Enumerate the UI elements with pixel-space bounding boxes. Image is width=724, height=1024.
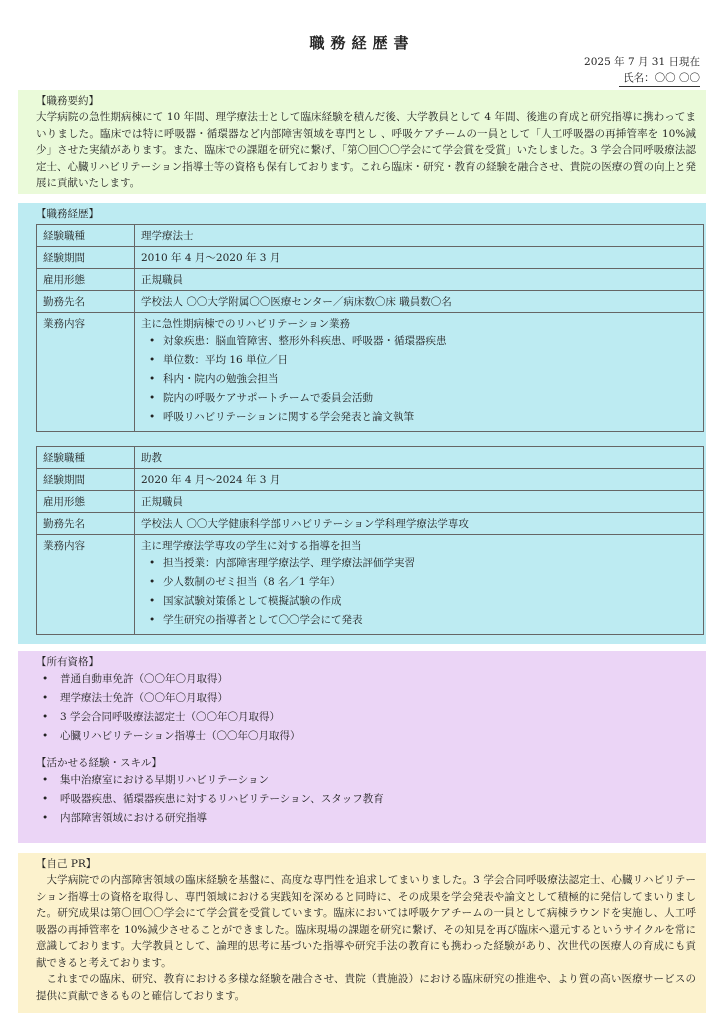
list-item: • 内部障害領域における研究指導: [36, 809, 696, 828]
label-employment: 雇用形態: [37, 269, 135, 291]
label-employer: 勤務先名: [37, 291, 135, 313]
duties-list: [141, 554, 697, 630]
career-section: [18, 203, 706, 644]
skills-heading: 【活かせる経験・スキル】: [36, 757, 162, 769]
label-period: 経験期間: [37, 247, 135, 269]
list-item: • 国家試験対策係として模擬試験の作成: [141, 592, 697, 611]
list-item: • 3 学会合同呼吸療法認定士（〇〇年〇月取得）: [36, 708, 696, 727]
job-employer: 学校法人 〇〇大学健康科学部リハビリテーション学科理学療法学専攻: [135, 513, 704, 535]
list-item: • 学生研究の指導者として〇〇学会にて発表: [141, 611, 697, 630]
bullet-icon: •: [42, 774, 49, 786]
list-item: • 少人数制のゼミ担当（8 名／1 学年）: [141, 573, 697, 592]
bullet-icon: •: [149, 392, 156, 404]
job-period: 2010 年 4 月〜2020 年 3 月: [135, 247, 704, 269]
self-pr-paragraph-2: これまでの臨床、研究、教育における多様な経験を融合させ、貴院（貴施設）における臨床研究の推進や、より質の高い医療サービスの提供に貢献できるものと確信しております。: [36, 973, 696, 1002]
list-item: • 理学療法士免許（〇〇年〇月取得）: [36, 689, 696, 708]
bullet-icon: •: [42, 673, 49, 685]
document-title: 職務経歴書: [309, 34, 415, 52]
qualifications-heading: 【所有資格】: [36, 656, 99, 668]
label-duties: 業務内容: [37, 535, 135, 635]
bullet-icon: •: [42, 711, 49, 723]
bullet-icon: •: [42, 692, 49, 704]
bullet-icon: •: [149, 335, 156, 347]
label-type: 経験職種: [37, 225, 135, 247]
job-duties: [135, 535, 704, 635]
list-item: • 集中治療室における早期リハビリテーション: [36, 771, 696, 790]
summary-heading: 【職務要約】: [36, 95, 99, 107]
bullet-icon: •: [42, 812, 49, 824]
bullet-icon: •: [149, 354, 156, 366]
label-type: 経験職種: [37, 447, 135, 469]
job-table-2: [36, 446, 704, 635]
self-pr-paragraph-1: 大学病院での内部障害領域の臨床経験を基盤に、高度な専門性を追求してまいりました。3 学会合同呼吸療法認定士、心臓リハビリテーション指導士の資格を取得し、専門領域における実践知を深めると同時に、その成果を学会発表や論文として積極的に発信してまいりました。研究成果は第〇回〇〇学会にて学会賞を受賞しています。臨床においては呼吸ケアチームの一員として病棟ラウンドを実施し、人工呼吸器の再挿管率を 10%減少させることができました。臨床現場の課題を研究に繋げ、その知見を再び臨床へ還元するというサイクルを常に意識しております。大学教員として、論理的思考に基づいた指導や研究手法の教育にも携わった経験があり、次世代の医療人の育成にも貢献できると考えております。: [36, 874, 696, 969]
job-duties: [135, 313, 704, 432]
list-item: • 呼吸器疾患、循環器疾患に対するリハビリテーション、スタッフ教育: [36, 790, 696, 809]
bullet-icon: •: [149, 557, 156, 569]
document-date: 2025 年 7 月 31 日現在: [584, 56, 700, 68]
qualifications-section: [18, 651, 706, 843]
job-employment: 正規職員: [135, 491, 704, 513]
job-table-1: [36, 224, 704, 432]
list-item: • 普通自動車免許（〇〇年〇月取得）: [36, 670, 696, 689]
summary-text: 大学病院の急性期病棟にて 10 年間、理学療法士として臨床経験を積んだ後、大学教員として 4 年間、後進の育成と研究指導に携わってまいりました。臨床では特に呼吸器・循環器など内部障害領域を専門とし 、呼吸ケアチームの一員として「人工呼吸器の再挿管率を 10%減少」させた実績があります。また、臨床での課題を研究に繋げ、「第〇回〇〇学会にて学会賞を受賞」いたしました。3 学会合同呼吸療法認定士、心臓リハビリテーション指導士等の資格も保有しております。これら臨床・研究・教育の経験を融合させ、貴院の医療の質の向上と発展に貢献いたします。: [36, 111, 696, 189]
label-employer: 勤務先名: [37, 513, 135, 535]
list-item: • 院内の呼吸ケアサポートチームで委員会活動: [141, 389, 697, 408]
skills-list: [36, 771, 696, 828]
self-pr-heading: 【自己 PR】: [36, 858, 97, 870]
job-type: 助教: [135, 447, 704, 469]
bullet-icon: •: [149, 576, 156, 588]
job-employer: 学校法人 〇〇大学附属〇〇医療センター／病床数〇床 職員数〇名: [135, 291, 704, 313]
list-item: • 単位数：平均 16 単位／日: [141, 351, 697, 370]
name-line: 氏名：〇〇 〇〇: [619, 70, 700, 87]
document-meta: [0, 54, 724, 87]
job-period: 2020 年 4 月〜2024 年 3 月: [135, 469, 704, 491]
self-pr-section: [18, 853, 706, 1013]
duties-list: [141, 332, 697, 427]
qualifications-list: [36, 670, 696, 746]
label-employment: 雇用形態: [37, 491, 135, 513]
list-item: • 呼吸リハビリテーションに関する学会発表と論文執筆: [141, 408, 697, 427]
list-item: • 科内・院内の勉強会担当: [141, 370, 697, 389]
list-item: • 担当授業：内部障害理学療法学、理学療法評価学実習: [141, 554, 697, 573]
bullet-icon: •: [42, 730, 49, 742]
career-heading: 【職務経歴】: [36, 208, 99, 220]
bullet-icon: •: [149, 373, 156, 385]
summary-section: [18, 90, 706, 194]
job-employment: 正規職員: [135, 269, 704, 291]
label-duties: 業務内容: [37, 313, 135, 432]
bullet-icon: •: [42, 793, 49, 805]
list-item: • 対象疾患：脳血管障害、整形外科疾患、呼吸器・循環器疾患: [141, 332, 697, 351]
bullet-icon: •: [149, 411, 156, 423]
duties-intro: 主に急性期病棟でのリハビリテーション業務: [141, 318, 351, 330]
bullet-icon: •: [149, 614, 156, 626]
label-period: 経験期間: [37, 469, 135, 491]
duties-intro: 主に理学療法学専攻の学生に対する指導を担当: [141, 540, 362, 552]
list-item: • 心臓リハビリテーション指導士（〇〇年〇月取得）: [36, 727, 696, 746]
job-type: 理学療法士: [135, 225, 704, 247]
bullet-icon: •: [149, 595, 156, 607]
